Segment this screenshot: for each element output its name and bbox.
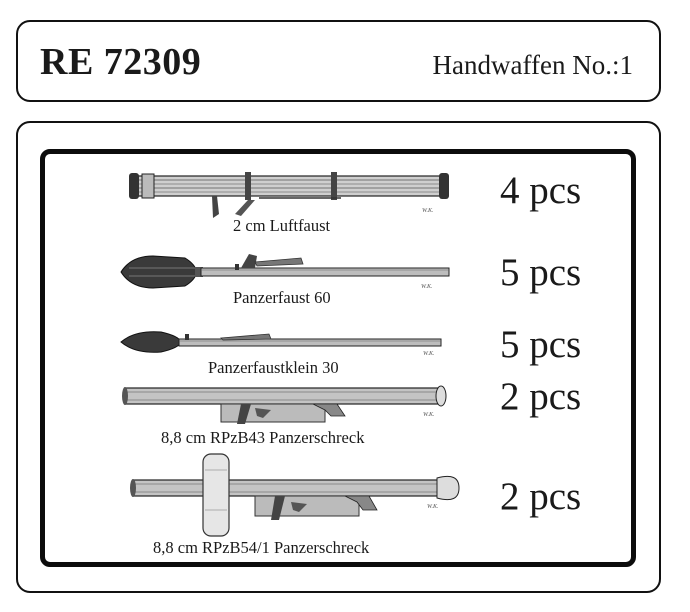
svg-text:W.K.: W.K. bbox=[423, 351, 435, 357]
content-frame bbox=[16, 121, 661, 593]
svg-text:W.K.: W.K. bbox=[423, 412, 435, 418]
item-caption: 8,8 cm RPzB43 Panzerschreck bbox=[161, 428, 365, 447]
svg-text:W.K.: W.K. bbox=[427, 504, 439, 510]
item-quantity: 2 pcs bbox=[500, 375, 582, 418]
list-item bbox=[45, 166, 631, 236]
product-title: Handwaffen No.:1 bbox=[432, 50, 633, 80]
item-quantity: 4 pcs bbox=[500, 169, 582, 212]
list-item bbox=[45, 450, 631, 562]
list-item bbox=[45, 375, 631, 448]
item-caption: Panzerfaustklein 30 bbox=[208, 358, 339, 377]
item-quantity: 5 pcs bbox=[500, 251, 582, 294]
item-quantity: 2 pcs bbox=[500, 475, 582, 518]
item-quantity: 5 pcs bbox=[500, 323, 582, 366]
list-item bbox=[45, 322, 631, 378]
item-caption: Panzerfaust 60 bbox=[233, 288, 331, 307]
svg-text:W.K.: W.K. bbox=[422, 208, 434, 214]
product-code: RE 72309 bbox=[40, 41, 202, 83]
svg-text:W.K.: W.K. bbox=[421, 284, 433, 290]
header-box bbox=[16, 20, 661, 102]
list-item bbox=[45, 246, 631, 314]
weapons-panel bbox=[40, 149, 636, 567]
item-caption: 2 cm Luftfaust bbox=[233, 216, 331, 235]
item-caption: 8,8 cm RPzB54/1 Panzerschreck bbox=[153, 538, 370, 557]
